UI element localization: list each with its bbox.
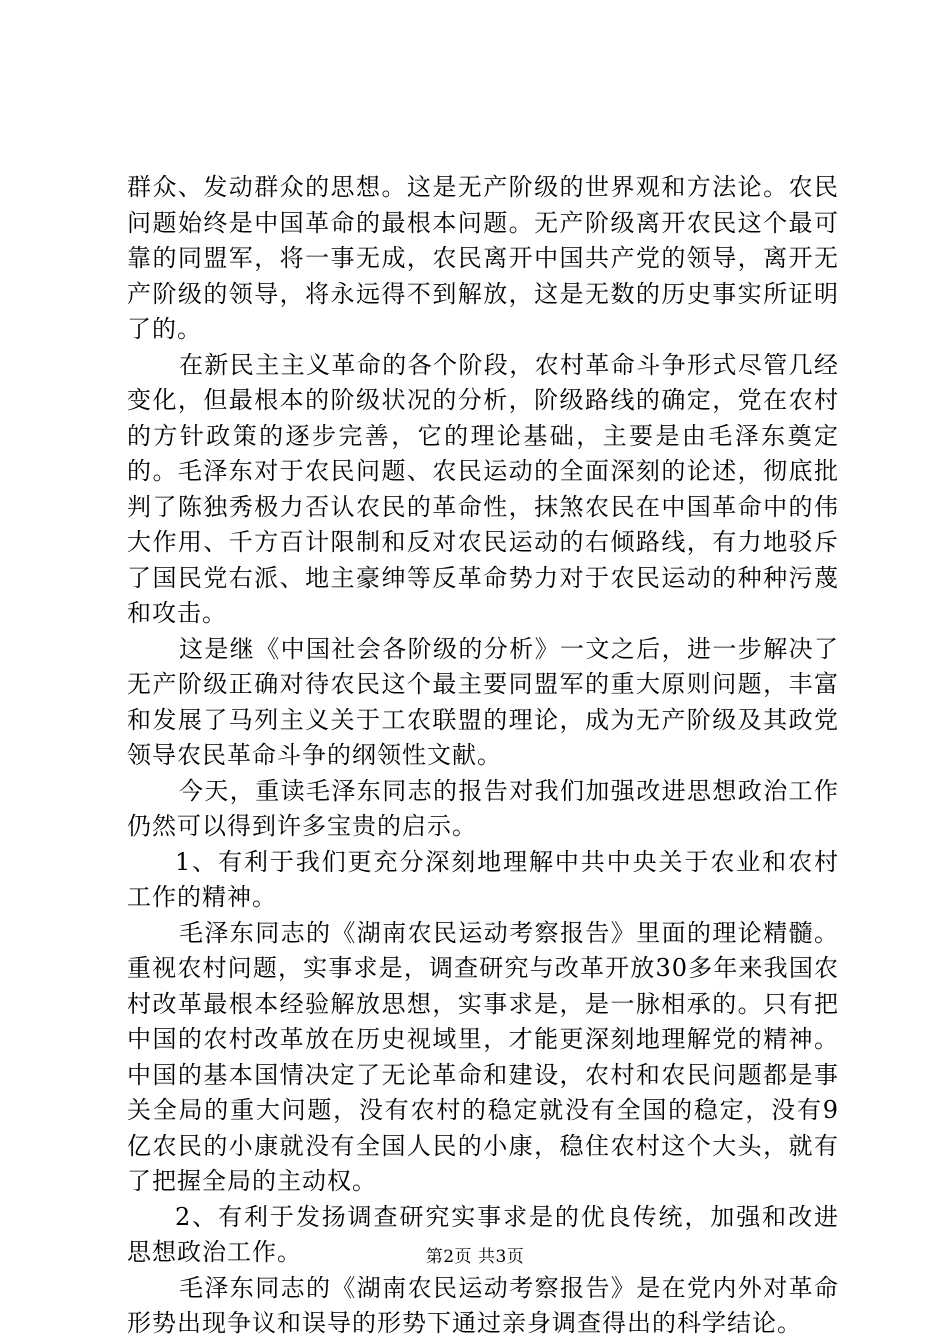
paragraph-continuation: 群众、发动群众的思想。这是无产阶级的世界观和方法论。农民问题始终是中国革命的最根本问题。无产阶级离开农民这个最可靠的同盟军，将一事无成，农民离开中国共产党的领导，离开无产阶级的领导，将永远得不到解放，这是无数的历史事实所证明了的。 [127,173,839,343]
paragraph-today: 今天，重读毛泽东同志的报告对我们加强改进思想政治工作仍然可以得到许多宝贵的启示。 [127,776,839,840]
page-footer: 第2页 共3页 [425,1247,525,1267]
paragraph-scientific-conclusion: 毛泽东同志的《湖南农民运动考察报告》是在党内外对革命形势出现争议和误导的形势下通过亲身调查得出的科学结论。 [127,1273,839,1337]
paragraph-new-democratic-revolution: 在新民主主义革命的各个阶段，农村革命斗争形式尽管几经变化，但最根本的阶级状况的分析，阶级路线的确定，党在农村的方针政策的逐步完善，它的理论基础，主要是由毛泽东奠定的。毛泽东对于农民问题、农民运动的全面深刻的论述，彻底批判了陈独秀极力否认农民的革命性，抹煞农民在中国革命中的伟大作用、千方百计限制和反对农民运动的右倾路线，有力地驳斥了国民党右派、地主豪绅等反革命势力对于农民运动的种种污蔑和攻击。 [127,350,839,627]
document-body [127,170,839,1342]
paragraph-report-essence: 毛泽东同志的《湖南农民运动考察报告》里面的理论精髓。重视农村问题，实事求是，调查研究与改革开放30多年来我国农村改革最根本经验解放思想，实事求是，是一脉相承的。只有把中国的农村改革放在历史视域里，才能更深刻地理解党的精神。中国的基本国情决定了无论革命和建设，农村和农民问题都是事关全局的重大问题，没有农村的稳定就没有全国的稳定，没有9亿农民的小康就没有全国人民的小康，稳住农村这个大头，就有了把握全局的主动权。 [127,918,839,1195]
paragraph-class-analysis: 这是继《中国社会各阶级的分析》一文之后，进一步解决了无产阶级正确对待农民这个最主要同盟军的重大原则问题，丰富和发展了马列主义关于工农联盟的理论，成为无产阶级及其政党领导农民革命斗争的纲领性文献。 [127,634,839,769]
list-item-1-heading: 1、有利于我们更充分深刻地理解中共中央关于农业和农村工作的精神。 [127,847,839,911]
list-item-2-heading: 2、有利于发扬调查研究实事求是的优良传统，加强和改进思想政治工作。 [127,1202,839,1266]
